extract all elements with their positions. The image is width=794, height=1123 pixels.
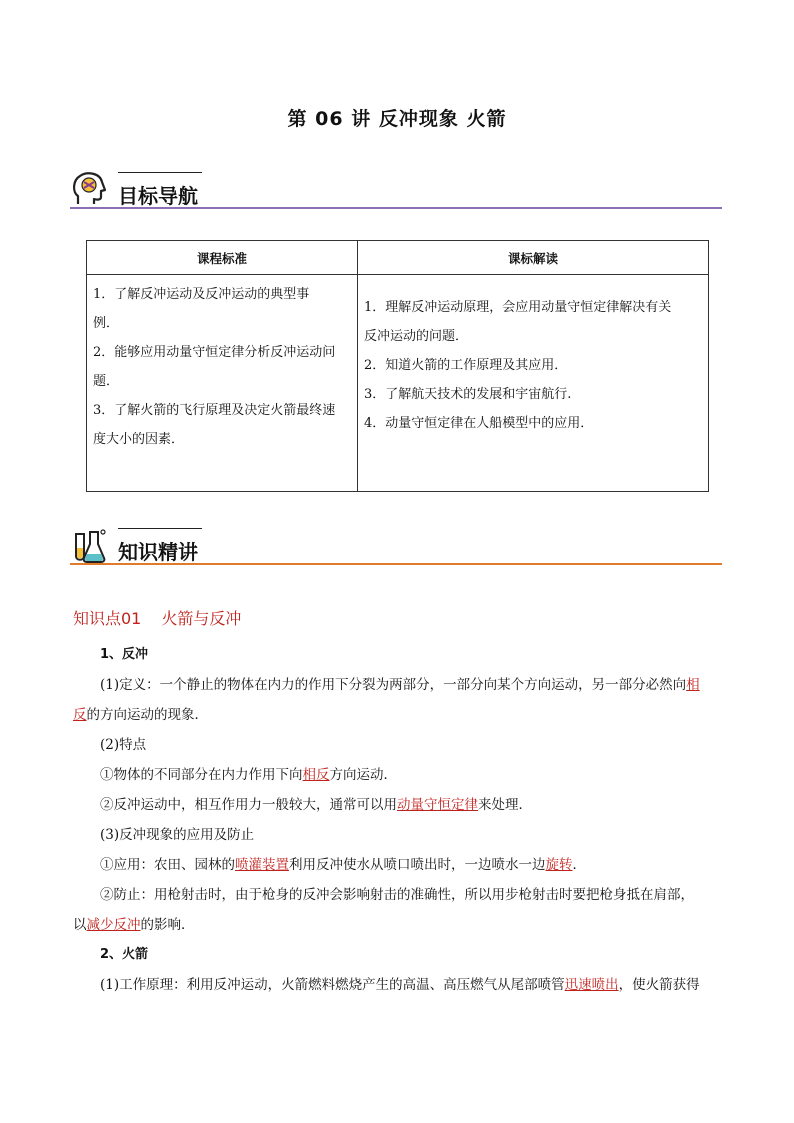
keyword: 相反 bbox=[302, 767, 330, 783]
section-label: 目标导航 bbox=[118, 184, 198, 208]
flask-icon bbox=[70, 526, 110, 566]
paragraph-rocket-principle bbox=[73, 970, 723, 1000]
text-run: 以 bbox=[73, 917, 87, 933]
table-cell-interpretation bbox=[358, 275, 709, 492]
text-run: 利用反冲使水从喷口喷出时，一边喷水一边 bbox=[289, 857, 546, 873]
text-run: ①物体的不同部分在内力作用下向 bbox=[100, 767, 303, 783]
paragraph-feature-1 bbox=[73, 760, 723, 790]
knowledge-point-number: 知识点01 bbox=[73, 609, 142, 628]
paragraph-prevention: ②防止：用枪射击时，由于枪身的反冲会影响射击的准确性，所以用步枪射击时要把枪身抵在肩部， bbox=[100, 887, 694, 903]
subheading: 2、火箭 bbox=[100, 947, 149, 962]
subheading: 1、反冲 bbox=[100, 647, 149, 662]
knowledge-content bbox=[73, 640, 723, 1000]
paragraph-feature-2 bbox=[73, 790, 723, 820]
table-header-standard: 课程标准 bbox=[87, 241, 358, 275]
text-run: (1)定义：一个静止的物体在内力的作用下分裂为两部分，一部分向某个方向运动，另一部分必然向 bbox=[100, 677, 687, 693]
cell-line: 反冲运动的问题． bbox=[364, 329, 469, 344]
knowledge-point-heading bbox=[73, 606, 261, 629]
cell-line: 1．了解反冲运动及反冲运动的典型事 bbox=[93, 287, 310, 302]
keyword: 相 bbox=[686, 677, 700, 693]
section-header-goals bbox=[70, 170, 722, 214]
header-topline bbox=[118, 172, 202, 173]
keyword: 动量守恒定律 bbox=[397, 797, 478, 813]
section-rule bbox=[70, 563, 722, 565]
paragraph-features: (2)特点 bbox=[100, 737, 147, 753]
cell-line: 题． bbox=[93, 374, 120, 389]
knowledge-point-title: 火箭与反冲 bbox=[161, 609, 242, 628]
section-rule bbox=[70, 207, 722, 209]
text-run: ①应用：农田、园林的 bbox=[100, 857, 235, 873]
cell-line: 例． bbox=[93, 316, 120, 331]
header-topline bbox=[118, 528, 202, 529]
text-run: ． bbox=[572, 857, 586, 873]
table-header-interpretation: 课标解读 bbox=[358, 241, 709, 275]
paragraph-application: (3)反冲现象的应用及防止 bbox=[100, 827, 255, 843]
text-run: 方向运动． bbox=[329, 767, 397, 783]
table-cell-standard bbox=[87, 275, 358, 492]
keyword: 迅速喷出 bbox=[564, 977, 619, 993]
keyword: 减少反冲 bbox=[86, 917, 141, 933]
cell-line: 度大小的因素． bbox=[93, 432, 185, 447]
text-run: (1)工作原理：利用反冲运动，火箭燃料燃烧产生的高温、高压燃气从尾部喷管 bbox=[100, 977, 565, 993]
paragraph-definition bbox=[73, 670, 723, 700]
cell-line: 2．能够应用动量守恒定律分析反冲运动问 bbox=[93, 345, 336, 360]
cell-line: 4．动量守恒定律在人船模型中的应用． bbox=[364, 416, 594, 431]
cell-line: 3．了解航天技术的发展和宇宙航行. bbox=[364, 387, 572, 402]
paragraph-application-1 bbox=[73, 850, 723, 880]
cell-line: 1．理解反冲运动原理，会应用动量守恒定律解决有关 bbox=[364, 300, 672, 315]
text-run: 的方向运动的现象． bbox=[86, 707, 208, 723]
page-title: 第 06 讲 反冲现象 火箭 bbox=[287, 108, 507, 130]
paragraph-prevention-cont bbox=[73, 910, 723, 940]
paragraph-definition-cont bbox=[73, 700, 723, 730]
cell-line: 3．了解火箭的飞行原理及决定火箭最终速 bbox=[93, 403, 336, 418]
goals-table bbox=[86, 240, 709, 492]
keyword: 反 bbox=[73, 707, 87, 723]
text-run: ②反冲运动中，相互作用力一般较大，通常可以用 bbox=[100, 797, 397, 813]
text-run: 来处理． bbox=[478, 797, 532, 813]
keyword: 喷灌装置 bbox=[235, 857, 289, 873]
text-run: 的影响． bbox=[140, 917, 195, 933]
cell-line: 2．知道火箭的工作原理及其应用． bbox=[364, 358, 568, 373]
brain-head-icon bbox=[70, 170, 110, 210]
keyword: 旋转 bbox=[545, 857, 573, 873]
text-run: ，使火箭获得 bbox=[618, 977, 700, 993]
section-header-knowledge bbox=[70, 526, 722, 570]
section-label: 知识精讲 bbox=[118, 540, 198, 564]
